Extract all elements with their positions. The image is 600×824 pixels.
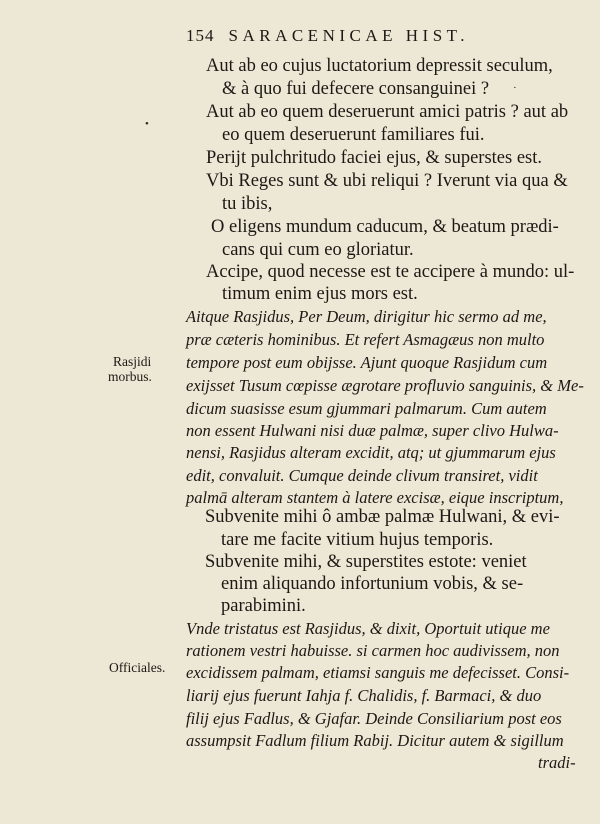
text-line: tempore post eum obijsse. Ajunt quoque Rasjidum cum [186,353,548,372]
text-line: exijsset Tusum cœpisse ægrotare profluvio sanguinis, & Me- [186,376,584,395]
text-line: Subvenite mihi, & superstites estote: veniet [205,552,527,572]
text-line: liarij ejus fuerunt Iahja f. Chalidis, f. Barmaci, & duo [186,686,542,705]
page-number: 154 [186,26,215,45]
text-line: excidissem palmam, etiamsi sanguis me defecisset. Consi- [186,663,570,682]
text-line: præ cæteris hominibus. Et refert Asmagæus non multo [186,330,545,349]
text-line: tare me facite vitium hujus temporis. [221,530,494,550]
text-line: Perijt pulchritudo faciei ejus, & superstes est. [206,148,543,168]
text-line: Accipe, quod necesse est te accipere à mundo: ul- [206,262,575,282]
ink-speck: · [513,82,517,94]
text-line: timum enim ejus mors est. [222,284,418,304]
text-line: Aitque Rasjidus, Per Deum, dirigitur hic sermo ad me, [186,307,547,326]
text-line: Aut ab eo quem deseruerunt amici patris ? aut ab [206,102,569,122]
catchword: tradi- [538,753,576,772]
ink-speck: • [145,118,149,130]
text-line: filij ejus Fadlus, & Gjafar. Deinde Consiliarium post eos [186,709,562,728]
text-line: parabimini. [221,596,306,616]
text-line: dicum suasisse esum gjummari palmarum. Cum autem [186,399,547,418]
text-line: cans qui cum eo gloriatur. [222,240,414,260]
text-line: Vbi Reges sunt & ubi reliqui ? Iverunt via qua & [206,171,568,191]
text-line: rationem vestri habuisse. si carmen hoc audivissem, non [186,641,560,660]
text-line: Vnde tristatus est Rasjidus, & dixit, Oportuit utique me [186,619,550,638]
text-line: eo quem deseruerunt familiares fui. [222,125,485,145]
text-line: edit, convaluit. Cumque deinde clivum transiret, vidit [186,466,538,485]
text-line: Aut ab eo cujus luctatorium depressit seculum, [206,56,553,76]
running-title: SARACENICAE HIST. [228,26,470,45]
text-line: non essent Hulwani nisi duæ palmæ, super clivo Hulwa- [186,421,559,440]
text-line: assumpsit Fadlum filium Rabij. Dicitur autem & sigillum [186,731,564,750]
text-line: O eligens mundum caducum, & beatum prædi- [211,217,559,237]
text-line: nensi, Rasjidus alteram excidit, atq; ut gjummarum ejus [186,443,556,462]
text-line: & à quo fui defecere consanguinei ? [222,79,490,99]
text-line: Subvenite mihi ô ambæ palmæ Hulwani, & evi- [205,507,560,527]
text-line: palmā alteram stantem à latere excisæ, eique inscriptum, [186,488,564,507]
margin-note-officiales: Officiales. [109,660,166,675]
text-line: enim aliquando infortunium vobis, & se- [221,574,524,594]
text-line: tu ibis, [222,194,273,214]
margin-note-morbus: morbus. [108,369,152,384]
page-header [186,26,469,46]
margin-note-rasjidi: Rasjidi [113,354,152,369]
